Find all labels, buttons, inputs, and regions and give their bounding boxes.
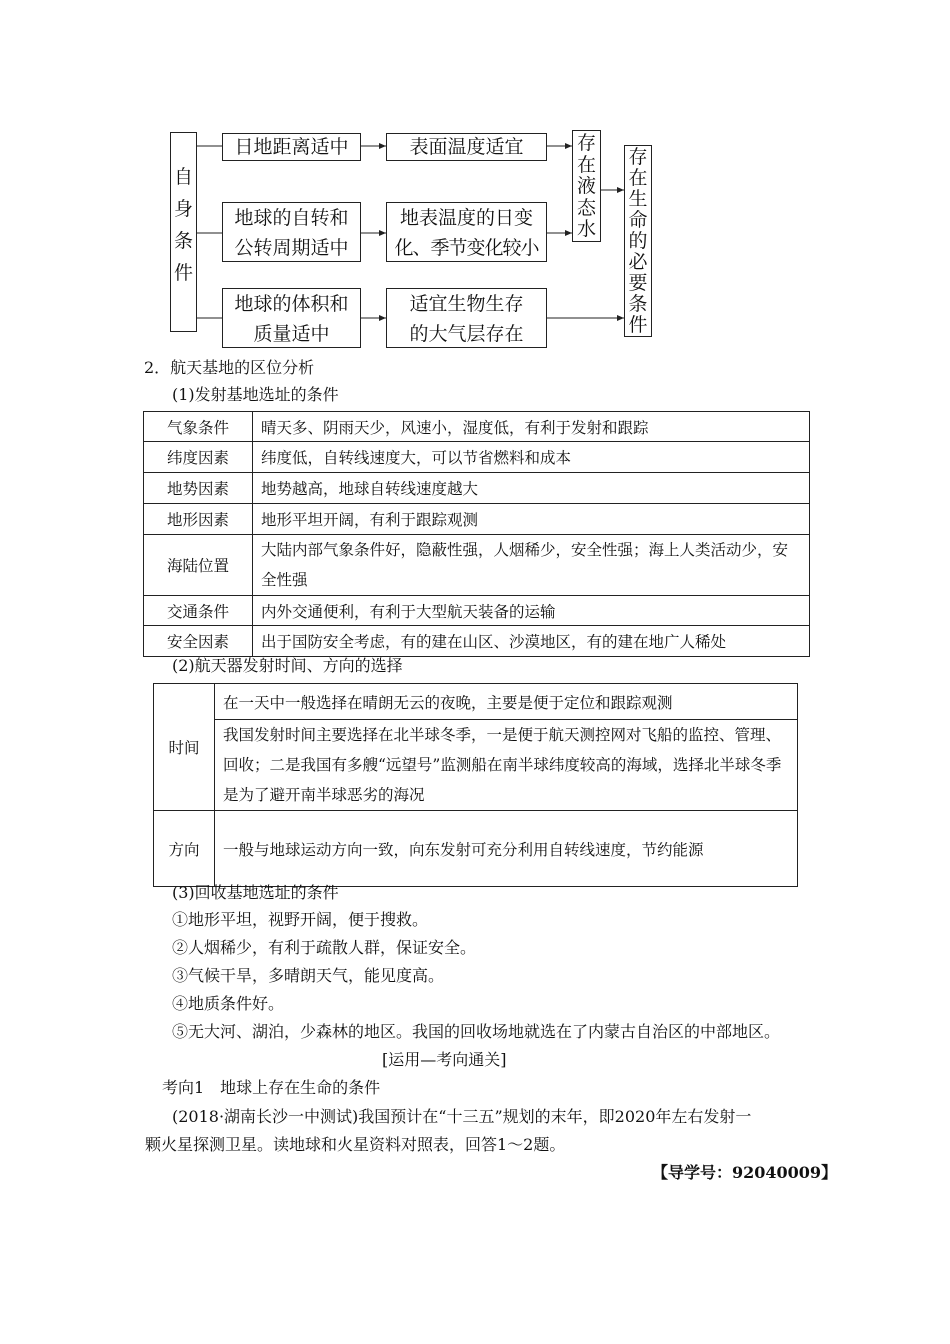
result-char-5: 的 <box>628 230 648 252</box>
water-char-2: 在 <box>576 153 596 176</box>
effect-text-variation-1: 地表温度的日变 <box>399 207 533 229</box>
result-char-7: 要 <box>628 272 648 294</box>
self-char-2: 身 <box>173 198 193 220</box>
subheading-recovery-site: (3)回收基地选址的条件 <box>172 883 339 902</box>
cause-box-distance <box>222 133 361 161</box>
cause-text-rotation-1: 地球的自转和 <box>234 207 349 229</box>
time-label: 时间 <box>154 684 215 811</box>
table-row <box>144 504 810 535</box>
cause-text-distance: 日地距离适中 <box>234 136 349 158</box>
self-char-4: 件 <box>173 262 193 284</box>
result-char-2: 在 <box>628 167 648 189</box>
self-char-3: 条 <box>173 230 193 252</box>
subheading-launch-timing: (2)航天器发射时间、方向的选择 <box>172 656 403 675</box>
self-char-1: 自 <box>173 166 193 188</box>
time-cell-1: 在一天中一般选择在晴朗无云的夜晚，主要是便于定位和跟踪观测 <box>215 684 798 720</box>
water-char-4: 态 <box>576 196 596 219</box>
table-row <box>144 626 810 657</box>
direction-cell: 一般与地球运动方向一致，向东发射可充分利用自转线速度，节约能源 <box>215 811 798 887</box>
effect-box-atmosphere <box>386 288 547 348</box>
result-char-9: 件 <box>628 314 648 336</box>
topic-heading: 考向1 地球上存在生命的条件 <box>162 1078 381 1097</box>
cause-text-rotation-2: 公转周期适中 <box>234 237 349 259</box>
table-row <box>144 412 810 442</box>
list-item: ①地形平坦，视野开阔，便于搜救。 <box>172 910 429 929</box>
table-cell-key: 安全因素 <box>144 626 253 657</box>
table-cell-key: 交通条件 <box>144 596 253 626</box>
result-char-6: 必 <box>628 251 648 273</box>
table-row <box>154 720 798 811</box>
table-cell-value: 出于国防安全考虑，有的建在山区、沙漠地区，有的建在地广人稀处 <box>253 626 810 657</box>
table-row <box>144 535 810 596</box>
list-item: ④地质条件好。 <box>172 994 285 1013</box>
table-cell-value: 纬度低，自转线速度大，可以节省燃料和成本 <box>253 442 810 473</box>
liquid-water-box <box>572 130 601 242</box>
section-heading: 2．航天基地的区位分析 <box>144 358 315 377</box>
result-char-1: 存 <box>628 146 648 168</box>
launch-site-conditions-table <box>143 411 810 657</box>
guide-number: 【导学号：92040009】 <box>652 1163 838 1182</box>
result-char-8: 条 <box>628 293 648 315</box>
table-cell-value: 晴天多、阴雨天少，风速小，湿度低，有利于发射和跟踪 <box>253 412 810 442</box>
cause-text-volume-2: 质量适中 <box>253 323 330 345</box>
effect-text-atmosphere-2: 的大气层存在 <box>409 323 524 345</box>
list-item: ③气候干旱，多晴朗天气，能见度高。 <box>172 966 445 985</box>
table-cell-key: 地势因素 <box>144 473 253 504</box>
table-row <box>154 684 798 720</box>
effect-text-variation-2: 化、季节变化较小 <box>394 237 539 259</box>
effect-text-atmosphere-1: 适宜生物生存 <box>409 293 524 315</box>
cause-box-volume-mass <box>222 288 361 348</box>
cause-box-rotation <box>222 202 361 262</box>
result-char-4: 命 <box>628 209 648 231</box>
table-row <box>154 811 798 887</box>
subheading-launch-site: (1)发射基地选址的条件 <box>172 385 339 404</box>
table-row <box>144 442 810 473</box>
table-cell-value: 地势越高，地球自转线速度越大 <box>253 473 810 504</box>
effect-text-temperature: 表面温度适宜 <box>409 136 524 158</box>
practice-banner: [运用—考向通关] <box>382 1050 507 1069</box>
list-item: ⑤无大河、湖泊，少森林的地区。我国的回收场地就选在了内蒙古自治区的中部地区。 <box>172 1022 781 1041</box>
table-row <box>144 473 810 504</box>
self-conditions-box <box>170 132 197 332</box>
water-char-5: 水 <box>576 218 596 240</box>
time-cell-2: 我国发射时间主要选择在北半球冬季，一是便于航天测控网对飞船的监控、管理、回收；二是我国有多艘“远望号”监测船在南半球纬度较高的海域，选择北半球冬季是为了避开南半球恶劣的海况 <box>215 720 798 811</box>
table-cell-key: 纬度因素 <box>144 442 253 473</box>
question-para-line-2: 颗火星探测卫星。读地球和火星资料对照表，回答1～2题。 <box>145 1135 566 1154</box>
table-cell-value: 地形平坦开阔，有利于跟踪观测 <box>253 504 810 535</box>
list-item: ②人烟稀少，有利于疏散人群，保证安全。 <box>172 938 477 957</box>
life-conditions-box <box>624 145 652 337</box>
table-cell-key: 海陆位置 <box>144 535 253 596</box>
table-cell-key: 地形因素 <box>144 504 253 535</box>
effect-box-temperature <box>386 133 547 161</box>
water-char-1: 存 <box>576 132 596 154</box>
water-char-3: 液 <box>576 175 596 197</box>
table-row <box>144 596 810 626</box>
table-cell-value: 内外交通便利，有利于大型航天装备的运输 <box>253 596 810 626</box>
launch-timing-table <box>153 683 798 887</box>
question-para-line-1: (2018·湖南长沙一中测试)我国预计在“十三五”规划的末年，即2020年左右发射一 <box>172 1107 752 1126</box>
effect-box-daily-variation <box>386 202 547 262</box>
table-cell-key: 气象条件 <box>144 412 253 442</box>
cause-text-volume-1: 地球的体积和 <box>234 293 349 315</box>
direction-label: 方向 <box>154 811 215 887</box>
result-char-3: 生 <box>628 188 648 210</box>
table-cell-value: 大陆内部气象条件好，隐蔽性强，人烟稀少，安全性强；海上人类活动少，安全性强 <box>253 535 810 596</box>
